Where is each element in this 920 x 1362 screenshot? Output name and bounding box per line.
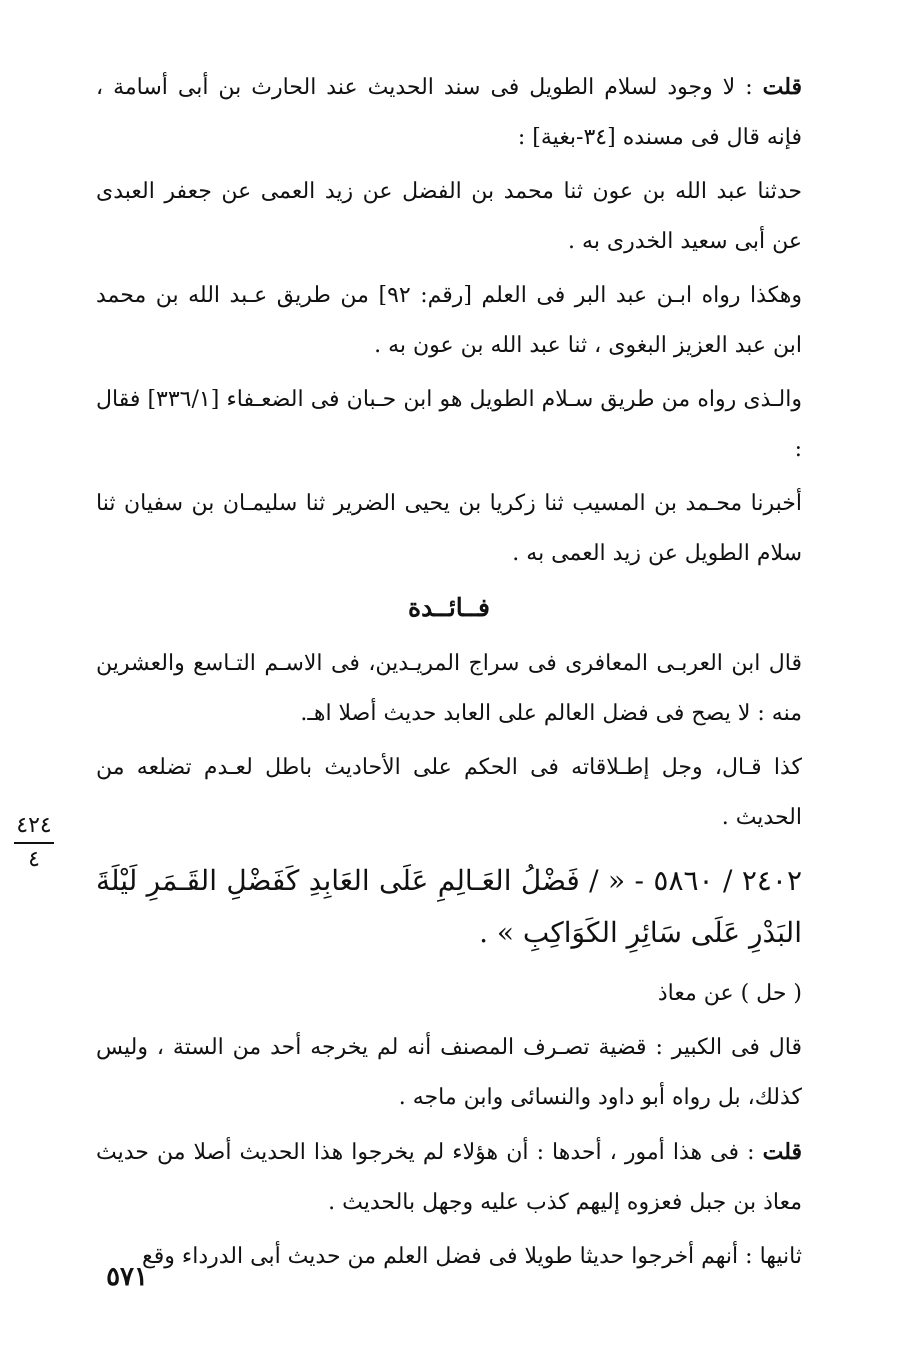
paragraph-6 — [96, 639, 802, 739]
margin-ref-rule — [14, 842, 54, 844]
paragraph-text: كذا قـال، وجل إطـلاقاته فى الحكم على الأحاديث باطل لعـدم تضلعه من الحديث . — [96, 755, 802, 830]
paragraph-7 — [96, 743, 802, 843]
lead-word: قلت — [762, 1139, 802, 1165]
paragraph-text: ( حل ) عن معاذ — [657, 981, 802, 1006]
paragraph-text: : فى هذا أمور ، أحدها : أن هؤلاء لم يخرجوا هذا الحديث أصلا من حديث معاذ بن جبل فعزوه إليهم كذب عليه وجهل بالحديث . — [96, 1140, 802, 1215]
margin-ref-top: ٤٢٤ — [16, 813, 52, 838]
paragraph-10 — [96, 1127, 802, 1228]
paragraph-text: حدثنا عبد الله بن عون ثنا محمد بن الفضل عن زيد العمى عن جعفر العبدى عن أبى سعيد الخدرى به . — [96, 179, 802, 254]
page-body — [96, 62, 802, 1286]
lead-word: قلت — [762, 74, 802, 100]
paragraph-8 — [96, 969, 802, 1019]
hadith-text: ٢٤٠٢ / ٥٨٦٠ - « / فَضْلُ العَـالِمِ عَلَى العَابِدِ كَفَضْلِ القَـمَرِ لَيْلَةَ البَدْرِ عَلَى سَائِرِ الكَوَاكِبِ » . — [96, 864, 802, 949]
paragraph-text: وهكذا رواه ابـن عبد البر فى العلم [رقم: ٩٢] من طريق عـبد الله بن محمد ابن عبد العزيز البغوى ، ثنا عبد الله بن عون به . — [96, 283, 803, 358]
margin-ref-bottom: ٤ — [28, 847, 40, 872]
paragraph-9 — [96, 1023, 802, 1123]
paragraph-text: قال فى الكبير : قضية تصـرف المصنف أنه لم يخرجه أحد من الستة ، وليس كذلك، بل رواه أبو داود والنسائى وابن ماجه . — [96, 1035, 802, 1110]
paragraph-text: : لا وجود لسلام الطويل فى سند الحديث عند الحارث بن أبى أسامة ، فإنه قال فى مسنده [٣٤-بغية] : — [96, 75, 802, 150]
section-heading: فــائــدة — [407, 593, 491, 622]
paragraph-4 — [96, 375, 802, 475]
paragraph-text: والـذى رواه من طريق سـلام الطويل هو ابن حـبان فى الضعـفاء [٣٣٦/١] فقال : — [96, 387, 802, 462]
paragraph-2 — [96, 167, 802, 267]
paragraph-text: ثانيها : أنهم أخرجوا حديثا طويلا فى فضل العلم من حديث أبى الدرداء وقع — [142, 1244, 802, 1269]
paragraph-3 — [96, 271, 802, 371]
paragraph-1 — [96, 62, 802, 163]
margin-reference — [10, 812, 58, 874]
paragraph-text: أخبرنا محـمد بن المسيب ثنا زكريا بن يحيى الضرير ثنا سليمـان بن سفيان ثنا سلام الطويل عن زيد العمى به . — [96, 491, 802, 566]
page-number: ٥٧١ — [106, 1262, 148, 1292]
paragraph-11 — [96, 1232, 802, 1282]
paragraph-5 — [96, 479, 802, 579]
paragraph-text: قال ابن العربـى المعافرى فى سراج المريـدين، فى الاسـم التـاسع والعشرين منه : لا يصح فى فضل العالم على العابد حديث أصلا اهـ. — [96, 651, 802, 726]
